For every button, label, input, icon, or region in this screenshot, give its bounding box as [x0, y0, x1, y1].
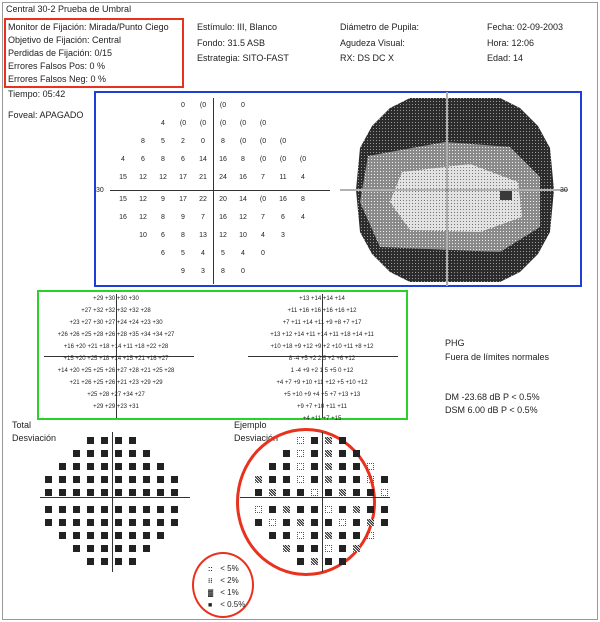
probability-symbol — [73, 450, 80, 457]
probability-symbol — [353, 545, 360, 552]
legend-row-05 — [208, 600, 245, 611]
pattern-prob-x-axis — [240, 497, 390, 498]
probability-symbol — [45, 506, 52, 513]
threshold-value: 9 — [161, 196, 165, 203]
test-time: Tiempo: 05:42 — [8, 89, 66, 99]
legend-symbol: ▓ — [208, 590, 214, 597]
probability-symbol — [59, 519, 66, 526]
background: Fondo: 31.5 ASB — [197, 38, 266, 48]
threshold-value: 24 — [219, 174, 227, 181]
deviation-row: +11 +16 +16 +16 +16 +12 — [287, 308, 357, 314]
deviation-row: +29 +29 +23 +31 — [93, 404, 139, 410]
probability-symbol — [283, 532, 290, 539]
probability-symbol — [129, 506, 136, 513]
threshold-value: 12 — [139, 214, 147, 221]
probability-symbol — [353, 519, 360, 526]
threshold-value: 15 — [119, 196, 127, 203]
probability-symbol — [269, 506, 276, 513]
visual-acuity: Agudeza Visual: — [340, 38, 405, 48]
probability-symbol — [297, 558, 304, 565]
probability-symbol — [101, 519, 108, 526]
probability-symbol — [269, 489, 276, 496]
probability-symbol — [101, 489, 108, 496]
probability-symbol — [143, 532, 150, 539]
threshold-value: 17 — [179, 174, 187, 181]
probability-symbol — [311, 489, 318, 496]
total-prob-x-axis — [40, 497, 190, 498]
probability-symbol — [115, 476, 122, 483]
pattern-prob-y-axis — [322, 432, 323, 572]
threshold-value: (0 — [279, 138, 287, 145]
probability-symbol — [255, 506, 262, 513]
probability-symbol — [297, 545, 304, 552]
probability-symbol — [339, 532, 346, 539]
probability-symbol — [101, 437, 108, 444]
threshold-value: 6 — [181, 156, 185, 163]
deviation-row: +4 +11 +7 +15 — [302, 416, 342, 422]
deviation-row: +9 +7 +10 +11 +11 — [297, 404, 347, 410]
probability-symbol — [367, 489, 374, 496]
probability-symbol — [283, 476, 290, 483]
probability-symbol — [269, 463, 276, 470]
deviation-row: +10 +18 +9 +12 +9 +2 +10 +11 +8 +12 — [270, 344, 374, 350]
probability-symbol — [297, 463, 304, 470]
deviation-row: +13 +12 +14 +11 +14 +11 +18 +14 +11 — [270, 332, 374, 338]
probability-symbol — [143, 450, 150, 457]
threshold-value: 5 — [221, 250, 225, 257]
threshold-value: 16 — [279, 196, 287, 203]
fixation-objective: Objetivo de Fijación: Central — [8, 35, 122, 45]
probability-symbol — [115, 519, 122, 526]
strategy: Estrategia: SITO-FAST — [197, 53, 289, 63]
threshold-value: (0 — [239, 120, 247, 127]
deviation-row: +7 +11 +14 +11 +9 +8 +7 +17 — [282, 320, 362, 326]
probability-symbol — [325, 545, 332, 552]
probability-symbol — [325, 463, 332, 470]
probability-symbol — [255, 476, 262, 483]
threshold-value: (0 — [259, 196, 267, 203]
deviation-row: +15 +20 +25 +18 +14 +15 +21 +16 +27 — [63, 356, 169, 362]
threshold-value: (0 — [259, 156, 267, 163]
probability-symbol — [325, 532, 332, 539]
probability-symbol — [115, 463, 122, 470]
threshold-value: 4 — [301, 174, 305, 181]
probability-symbol — [339, 450, 346, 457]
mean-deviation: DM -23.68 dB P < 0.5% — [445, 392, 540, 402]
probability-symbol — [87, 437, 94, 444]
threshold-value: 14 — [199, 156, 207, 163]
threshold-value: 6 — [141, 156, 145, 163]
threshold-value: 15 — [119, 174, 127, 181]
deviation-row: +4 +7 +9 +10 +11 +12 +5 +10 +12 — [276, 380, 368, 386]
probability-symbol — [101, 463, 108, 470]
pattern-deviation-label: Desviación — [234, 433, 279, 443]
probability-symbol — [101, 558, 108, 565]
probability-symbol — [87, 558, 94, 565]
threshold-value: 9 — [181, 268, 185, 275]
threshold-value: 6 — [161, 232, 165, 239]
probability-symbol — [87, 476, 94, 483]
threshold-value: (0 — [299, 156, 307, 163]
threshold-value: 9 — [181, 214, 185, 221]
probability-symbol — [45, 489, 52, 496]
deviation-row: 8 -4 +5 +2 2 5 +2 +6 +12 — [288, 356, 356, 362]
probability-symbol — [311, 545, 318, 552]
probability-symbol — [143, 519, 150, 526]
deviation-row: +26 +26 +25 +28 +26 +28 +35 +34 +34 +27 — [57, 332, 175, 338]
probability-symbol — [87, 463, 94, 470]
probability-symbol — [59, 489, 66, 496]
threshold-value: 21 — [199, 174, 207, 181]
legend-text: < 5% — [220, 564, 239, 573]
probability-symbol — [311, 519, 318, 526]
probability-symbol — [283, 489, 290, 496]
probability-symbol — [297, 506, 304, 513]
legend-row-5 — [208, 564, 239, 575]
probability-symbol — [381, 519, 388, 526]
threshold-value: (0 — [259, 138, 267, 145]
threshold-value: 4 — [241, 250, 245, 257]
threshold-value: 12 — [219, 232, 227, 239]
probability-symbol — [115, 558, 122, 565]
probability-symbol — [143, 545, 150, 552]
threshold-y-axis — [213, 98, 214, 284]
threshold-value: 4 — [121, 156, 125, 163]
probability-symbol — [115, 450, 122, 457]
probability-symbol — [101, 476, 108, 483]
blind-spot — [500, 190, 512, 200]
threshold-value: 8 — [161, 214, 165, 221]
probability-symbol — [283, 450, 290, 457]
threshold-value: (0 — [219, 120, 227, 127]
threshold-value: 12 — [159, 174, 167, 181]
probability-symbol — [115, 532, 122, 539]
threshold-value: 8 — [221, 138, 225, 145]
deviation-row: +21 +26 +25 +26 +21 +23 +29 +29 — [69, 380, 163, 386]
probability-symbol — [297, 519, 304, 526]
threshold-value: (0 — [219, 102, 227, 109]
probability-symbol — [297, 476, 304, 483]
probability-symbol — [297, 450, 304, 457]
threshold-value: 8 — [141, 138, 145, 145]
probability-symbol — [59, 463, 66, 470]
probability-symbol — [325, 476, 332, 483]
probability-symbol — [353, 463, 360, 470]
probability-symbol — [339, 545, 346, 552]
threshold-value: 8 — [301, 196, 305, 203]
probability-symbol — [129, 545, 136, 552]
deviation-row: +25 +28 +27 +34 +27 — [87, 392, 145, 398]
probability-symbol — [353, 532, 360, 539]
axis-label-left: 30 — [96, 187, 104, 194]
probability-symbol — [101, 506, 108, 513]
threshold-value: (0 — [259, 120, 267, 127]
threshold-value: 12 — [239, 214, 247, 221]
threshold-value: 8 — [181, 232, 185, 239]
threshold-value: 8 — [161, 156, 165, 163]
probability-symbol — [59, 532, 66, 539]
false-positive-errors: Errores Falsos Pos: 0 % — [8, 61, 106, 71]
probability-symbol — [171, 476, 178, 483]
threshold-value: 0 — [201, 138, 205, 145]
probability-symbol — [339, 437, 346, 444]
legend-text: < 2% — [220, 576, 239, 585]
probability-symbol — [325, 450, 332, 457]
deviation-row: +23 +27 +30 +27 +24 +24 +23 +30 — [69, 320, 163, 326]
threshold-value: (0 — [179, 120, 187, 127]
probability-symbol — [87, 545, 94, 552]
test-hour: Hora: 12:06 — [487, 38, 535, 48]
probability-symbol — [59, 506, 66, 513]
probability-symbol — [59, 476, 66, 483]
probability-symbol — [171, 506, 178, 513]
stimulus: Estímulo: III, Blanco — [197, 22, 278, 32]
probability-symbol — [73, 463, 80, 470]
threshold-value: (0 — [279, 156, 287, 163]
threshold-value: 0 — [181, 102, 185, 109]
threshold-value: 2 — [181, 138, 185, 145]
threshold-value: 3 — [201, 268, 205, 275]
probability-symbol — [353, 476, 360, 483]
probability-symbol — [101, 545, 108, 552]
probability-symbol — [73, 532, 80, 539]
probability-symbol — [87, 450, 94, 457]
probability-symbol — [269, 476, 276, 483]
probability-symbol — [255, 489, 262, 496]
probability-symbol — [381, 506, 388, 513]
phg-status: Fuera de límites normales — [445, 352, 550, 362]
probability-symbol — [283, 519, 290, 526]
probability-symbol — [339, 489, 346, 496]
probability-symbol — [45, 476, 52, 483]
deviation-row: +14 +20 +25 +25 +26 +27 +28 +21 +25 +28 — [57, 368, 175, 374]
probability-symbol — [45, 519, 52, 526]
probability-symbol — [171, 489, 178, 496]
probability-symbol — [129, 437, 136, 444]
threshold-value: 0 — [261, 250, 265, 257]
legend-text: < 1% — [220, 588, 239, 597]
probability-symbol — [339, 463, 346, 470]
probability-symbol — [381, 476, 388, 483]
probability-symbol — [325, 489, 332, 496]
probability-symbol — [297, 532, 304, 539]
pattern-label: Ejemplo — [234, 420, 267, 430]
threshold-value: 16 — [219, 214, 227, 221]
threshold-value: 0 — [241, 268, 245, 275]
threshold-value: 4 — [301, 214, 305, 221]
threshold-value: 14 — [239, 196, 247, 203]
deviation-row: +5 +10 +9 +4 +5 +7 +13 +13 — [283, 392, 361, 398]
threshold-value: 6 — [281, 214, 285, 221]
report-title: Central 30-2 Prueba de Umbral — [6, 4, 132, 14]
threshold-value: (0 — [239, 138, 247, 145]
threshold-value: 8 — [221, 268, 225, 275]
foveal-status: Foveal: APAGADO — [8, 110, 84, 120]
threshold-value: 4 — [201, 250, 205, 257]
patient-age: Edad: 14 — [487, 53, 524, 63]
threshold-value: 16 — [239, 174, 247, 181]
probability-symbol — [73, 519, 80, 526]
probability-symbol — [311, 463, 318, 470]
test-date: Fecha: 02-09-2003 — [487, 22, 564, 32]
deviation-row: +16 +20 +21 +18 +14 +11 +18 +22 +28 — [63, 344, 169, 350]
probability-symbol — [129, 463, 136, 470]
total-label: Total — [12, 420, 32, 430]
probability-symbol — [325, 519, 332, 526]
probability-symbol — [269, 519, 276, 526]
probability-symbol — [143, 506, 150, 513]
probability-symbol — [115, 545, 122, 552]
threshold-value: 8 — [241, 156, 245, 163]
probability-symbol — [311, 558, 318, 565]
threshold-value: 4 — [261, 232, 265, 239]
probability-symbol — [367, 506, 374, 513]
probability-symbol — [311, 506, 318, 513]
probability-symbol — [157, 463, 164, 470]
probability-symbol — [367, 476, 374, 483]
deviation-row: +29 +30 +30 +30 — [93, 296, 139, 302]
threshold-value: 4 — [161, 120, 165, 127]
total-prob-y-axis — [112, 432, 113, 572]
probability-symbol — [87, 506, 94, 513]
pattern-standard-deviation: DSM 6.00 dB P < 0.5% — [445, 405, 538, 415]
probability-symbol — [353, 450, 360, 457]
probability-symbol — [101, 532, 108, 539]
deviation-row: +13 +14 +14 +14 — [299, 296, 345, 302]
threshold-x-axis — [110, 190, 330, 191]
probability-symbol — [311, 437, 318, 444]
legend-row-1 — [208, 588, 239, 599]
probability-symbol — [129, 489, 136, 496]
threshold-value: 20 — [219, 196, 227, 203]
threshold-value: 3 — [281, 232, 285, 239]
rx: RX: DS DC X — [340, 53, 395, 63]
threshold-value: 17 — [179, 196, 187, 203]
probability-symbol — [311, 450, 318, 457]
probability-symbol — [297, 489, 304, 496]
probability-symbol — [115, 506, 122, 513]
probability-symbol — [381, 489, 388, 496]
threshold-value: 11 — [279, 174, 287, 181]
probability-symbol — [157, 506, 164, 513]
probability-symbol — [157, 519, 164, 526]
probability-symbol — [339, 558, 346, 565]
probability-symbol — [115, 489, 122, 496]
probability-symbol — [339, 476, 346, 483]
threshold-value: 7 — [261, 174, 265, 181]
threshold-value: 0 — [241, 102, 245, 109]
probability-symbol — [143, 476, 150, 483]
probability-symbol — [87, 532, 94, 539]
threshold-value: 12 — [139, 174, 147, 181]
probability-symbol — [115, 437, 122, 444]
axis-label-right: 30 — [560, 187, 568, 194]
probability-symbol — [283, 545, 290, 552]
probability-symbol — [101, 450, 108, 457]
threshold-value: 12 — [139, 196, 147, 203]
probability-symbol — [269, 532, 276, 539]
probability-symbol — [311, 476, 318, 483]
threshold-value: 10 — [239, 232, 247, 239]
probability-symbol — [367, 532, 374, 539]
probability-symbol — [325, 558, 332, 565]
probability-symbol — [143, 463, 150, 470]
threshold-value: (0 — [199, 120, 207, 127]
threshold-value: 22 — [199, 196, 207, 203]
probability-symbol — [73, 545, 80, 552]
probability-symbol — [73, 476, 80, 483]
probability-symbol — [311, 532, 318, 539]
legend-row-2 — [208, 576, 239, 587]
grayscale-field-plot — [340, 92, 570, 286]
threshold-value: 5 — [181, 250, 185, 257]
probability-symbol — [325, 437, 332, 444]
fixation-monitor: Monitor de Fijación: Mirada/Punto Ciego — [8, 22, 169, 32]
threshold-value: 7 — [201, 214, 205, 221]
probability-symbol — [339, 519, 346, 526]
probability-symbol — [143, 489, 150, 496]
deviation-row: 1 -4 +9 +2 1 5 +5 0 +12 — [290, 368, 354, 374]
probability-symbol — [367, 463, 374, 470]
probability-symbol — [157, 476, 164, 483]
deviation-row: +27 +32 +32 +32 +32 +28 — [81, 308, 151, 314]
legend-symbol: ■ — [208, 602, 213, 609]
probability-symbol — [157, 489, 164, 496]
probability-symbol — [73, 506, 80, 513]
legend-symbol: ⁝⁝ — [208, 578, 213, 585]
fixation-losses: Perdidas de Fijación: 0/15 — [8, 48, 113, 58]
probability-symbol — [297, 437, 304, 444]
probability-symbol — [129, 519, 136, 526]
probability-symbol — [87, 519, 94, 526]
threshold-value: (0 — [199, 102, 207, 109]
probability-symbol — [171, 519, 178, 526]
probability-symbol — [339, 506, 346, 513]
probability-symbol — [129, 558, 136, 565]
probability-symbol — [129, 476, 136, 483]
probability-symbol — [129, 532, 136, 539]
legend-text: < 0.5% — [220, 600, 246, 609]
phg-label: PHG — [445, 338, 465, 348]
probability-symbol — [283, 463, 290, 470]
probability-symbol — [129, 450, 136, 457]
probability-symbol — [367, 519, 374, 526]
threshold-value: 6 — [161, 250, 165, 257]
threshold-value: 7 — [261, 214, 265, 221]
probability-symbol — [255, 519, 262, 526]
threshold-value: 16 — [219, 156, 227, 163]
probability-symbol — [353, 506, 360, 513]
probability-symbol — [87, 489, 94, 496]
probability-symbol — [353, 489, 360, 496]
probability-symbol — [325, 506, 332, 513]
threshold-value: 5 — [161, 138, 165, 145]
threshold-value: 10 — [139, 232, 147, 239]
probability-symbol — [157, 532, 164, 539]
probability-symbol — [283, 506, 290, 513]
false-negative-errors: Errores Falsos Neg: 0 % — [8, 74, 107, 84]
total-deviation-label: Desviación — [12, 433, 57, 443]
legend-symbol: :: — [208, 566, 213, 573]
probability-symbol — [73, 489, 80, 496]
threshold-value: 16 — [119, 214, 127, 221]
threshold-value: 13 — [199, 232, 207, 239]
pupil-diameter: Diámetro de Pupila: — [340, 22, 420, 32]
